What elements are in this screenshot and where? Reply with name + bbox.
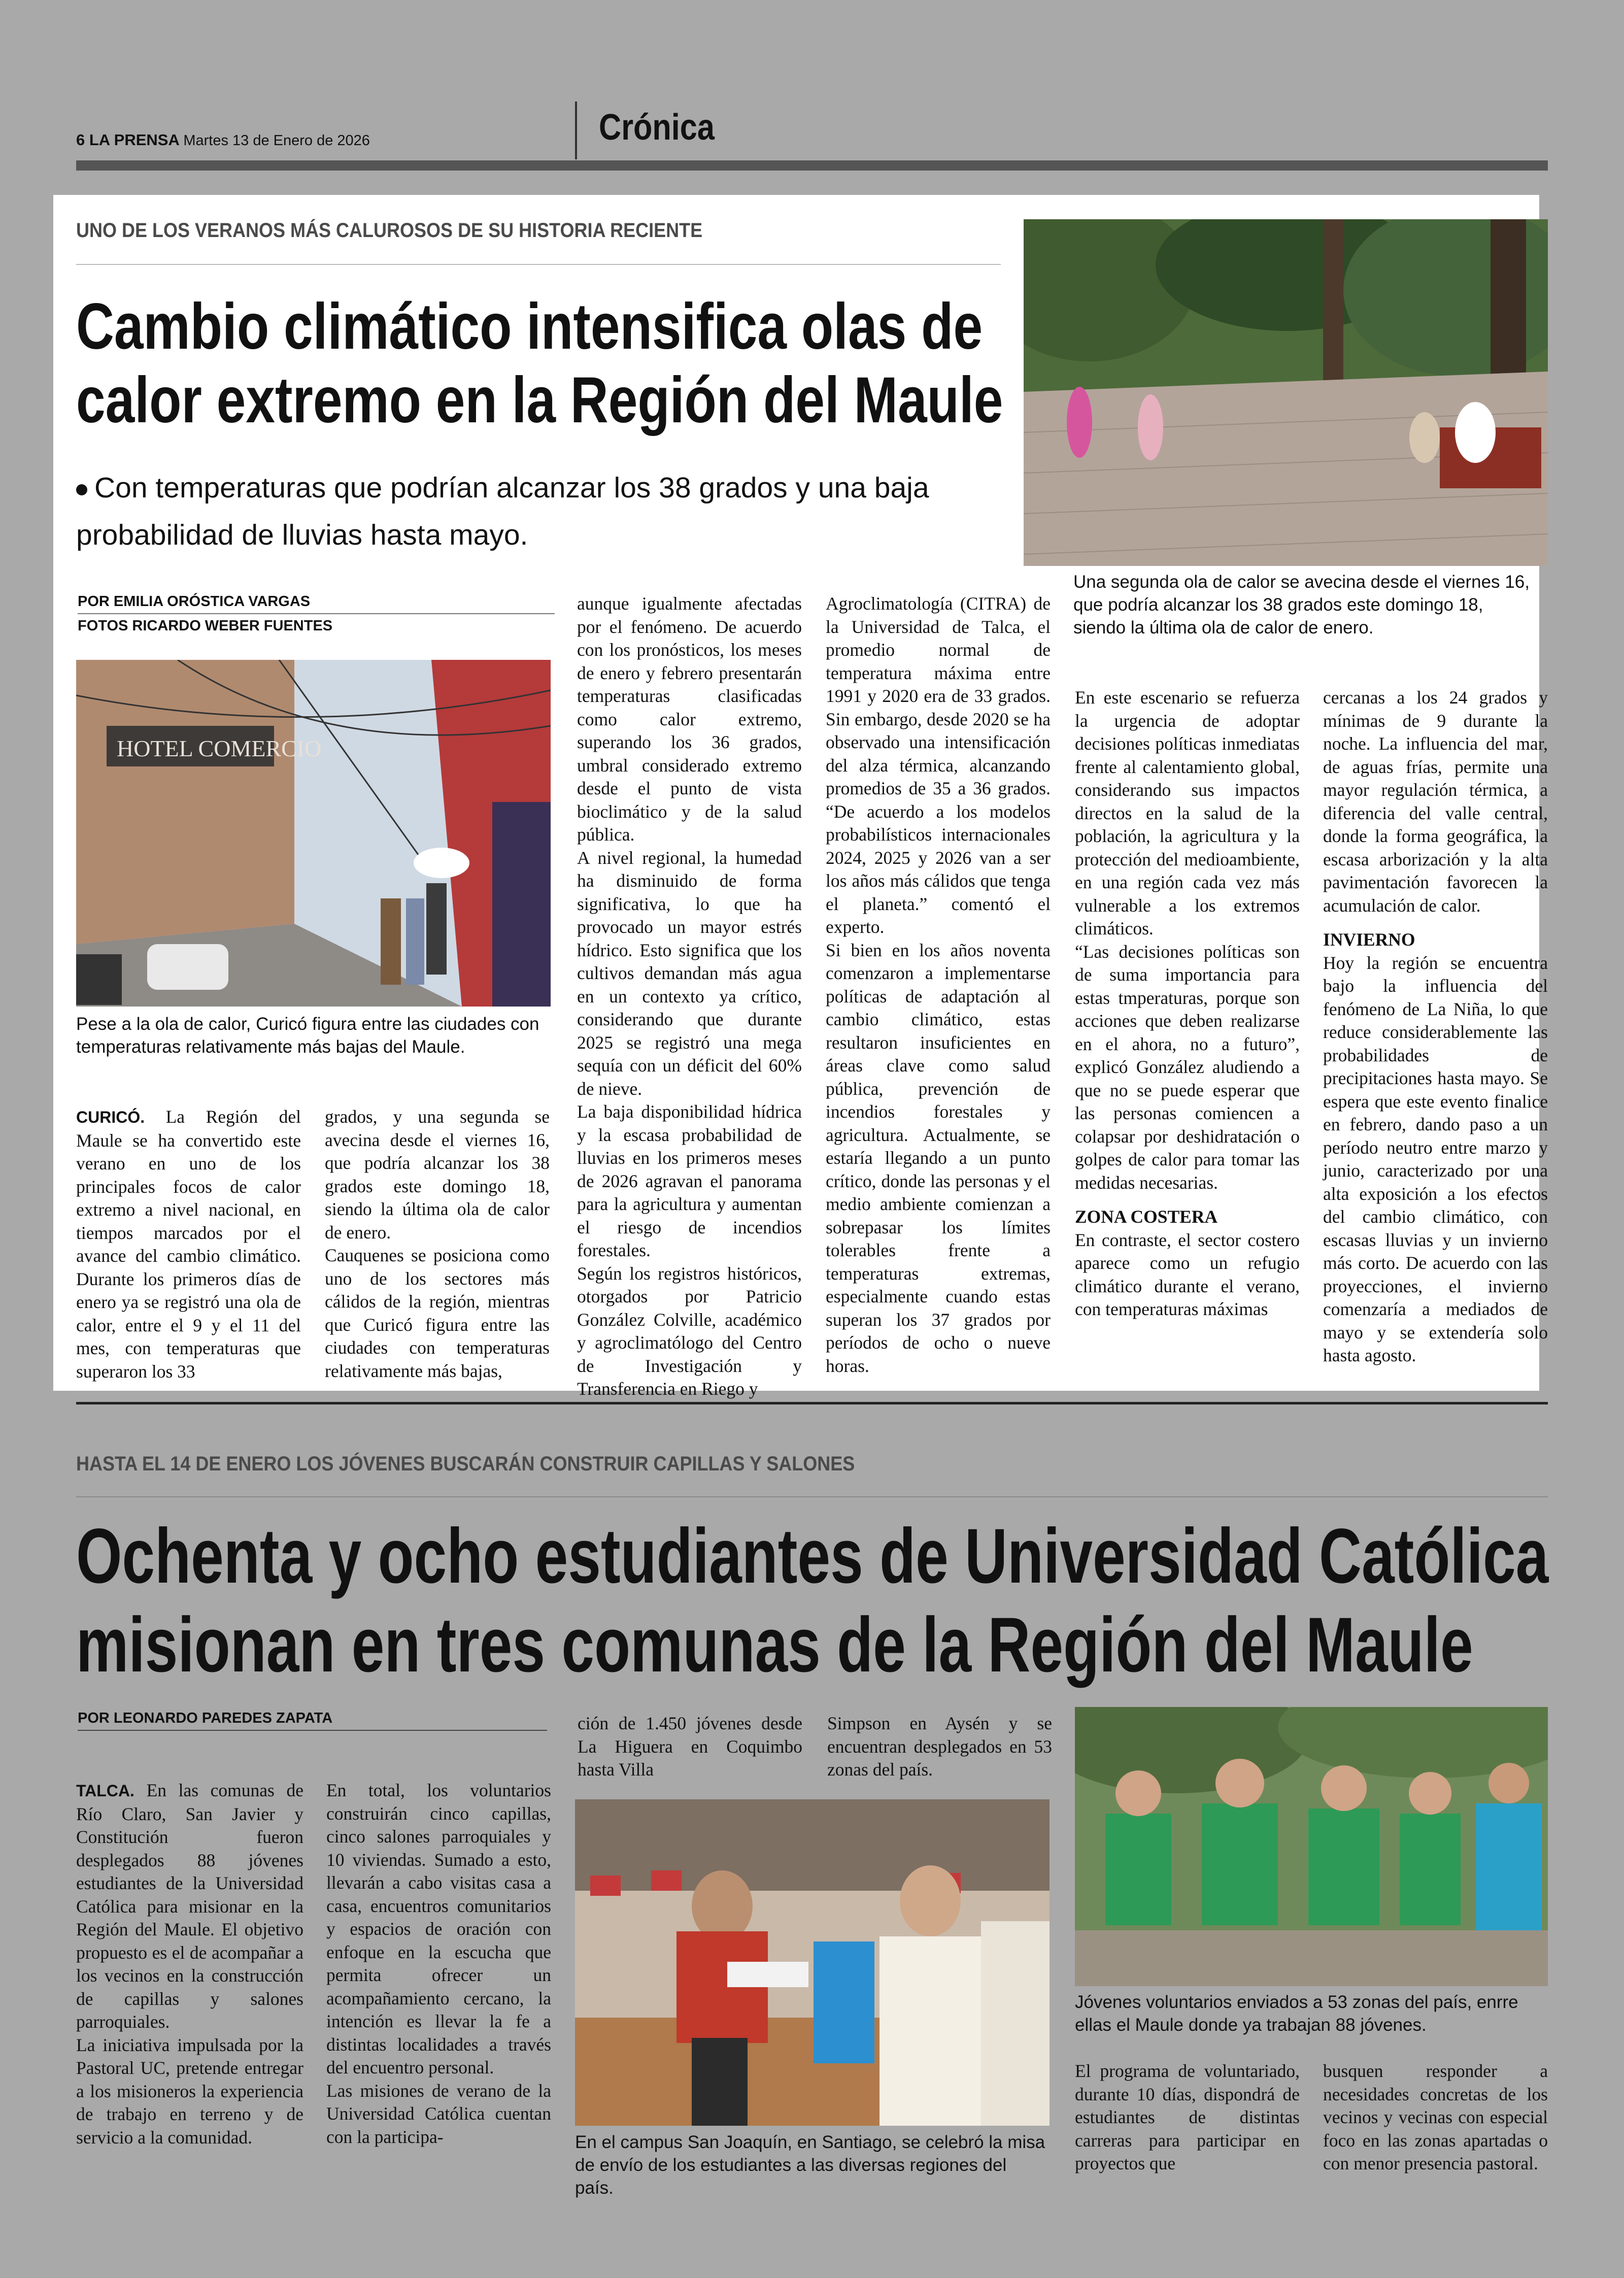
- article-1-kicker: UNO DE LOS VERANOS MÁS CALUROSOS DE SU HISTORIA RECIENTE: [76, 219, 703, 242]
- article-2-col-4: Simpson en Aysén y se encuentran desplegados en 53 zonas del país.: [827, 1713, 1052, 1780]
- mass-photo: [575, 1799, 1050, 2126]
- dateline-2: TALCA.: [76, 1782, 134, 1800]
- article-2-col-6: busquen responder a necesidades concretas de los vecinos y vecinas con especial foco en las zonas apartadas o con menor presencia pastoral.: [1323, 2061, 1548, 2173]
- article-2-col-5: El programa de voluntariado, durante 10 días, dispondrá de estudiantes de distintas carreras para participar en proyectos que: [1075, 2061, 1300, 2173]
- header-divider: [575, 102, 577, 159]
- byline-rule: [78, 613, 555, 614]
- article-1-col-5: En este escenario se refuerza la urgencia de adoptar decisiones políticas inmediatas frente al calentamiento global, considerando sus impactos directos en la salud de la población, la agricultura y la protección del medioambiente, en una región cada vez más vulnerable a los extremos climáticos. “Las decisiones políticas son de suma importancia para estas tmperaturas, porque son acciones que deben realizarse en el ahora, no a futuro”, explicó González aludiendo a que no se puede esperar que las personas comiencen a colapsar por deshidratación o golpes de calor para tomar las medidas necesarias. ZONA COSTERA En contraste, el sector costero aparece como un refugio climático durante el verano, con temperaturas máximas: [1075, 687, 1300, 1319]
- plaza-photo-caption: Una segunda ola de calor se avecina desde el viernes 16, que podría alcanzar los 38 grados este domingo 18, siendo la última ola de calor de enero.: [1073, 572, 1530, 638]
- subhead-zona-costera: ZONA COSTERA: [1075, 1207, 1218, 1227]
- byline-rule-2: [78, 1730, 547, 1731]
- article-1-col-2: grados, y una segunda se avecina desde el viernes 16, que podría alcanzar los 38 grados este domingo 18, siendo la última ola de calor de enero. Cauquenes se posiciona como uno de los sectores más cálidos de la región, mientras que Curicó figura entre las ciudades con temperaturas relativamente más bajas,: [325, 1107, 550, 1381]
- subhead-invierno: INVIERNO: [1323, 929, 1415, 950]
- bullet-icon: [76, 484, 87, 495]
- deck-line-2: probabilidad de lluvias hasta mayo.: [76, 519, 528, 551]
- street-photo: [76, 660, 551, 1007]
- article-1-byline: [78, 590, 555, 638]
- section-title: Crónica: [599, 107, 715, 148]
- article-1-headline-line1: Cambio climático intensifica olas de: [76, 290, 983, 363]
- photo-credit: FOTOS RICARDO WEBER FUENTES: [78, 618, 333, 634]
- plaza-photo: [1024, 219, 1548, 566]
- article-2-col-2: En total, los voluntarios construirán cinco capillas, cinco salones parroquiales y 10 viviendas. Sumado a esto, llevarán a cabo visitas casa a casa, encuentros comunitarios y espacios de oración con enfoque en la escucha que permita ofrecer un acompañamiento cercano, la intención es llevar la fe a distintas localidades a través del encuentro personal. Las misiones de verano de la Universidad Católica cuentan con la participa-: [326, 1780, 551, 2147]
- volunteers-photo-caption: Jóvenes voluntarios enviados a 53 zonas del país, enrre ellas el Maule donde ya trabajan 88 jóvenes.: [1075, 1992, 1518, 2035]
- article-2-headline-line1: Ochenta y ocho estudiantes de Universidad Católica: [76, 1513, 1549, 1599]
- hotel-sign: HOTEL COMERCIO: [117, 735, 322, 761]
- article-2-kicker: HASTA EL 14 DE ENERO LOS JÓVENES BUSCARÁN CONSTRUIR CAPILLAS Y SALONES: [76, 1453, 855, 1475]
- article-1-deck: [76, 464, 1015, 559]
- page-number: 6: [76, 131, 85, 149]
- article-1-col-1: CURICÓ. La Región del Maule se ha convertido este verano en uno de los principales focos de calor extremo a nivel nacional, en tiempos marcados por el avance del cambio climático. Durante los primeros días de enero ya se registró una ola de calor, entre el 9 y el 11 del mes, con temperaturas que superaron los 33: [76, 1107, 301, 1382]
- issue-date: Martes 13 de Enero de 2026: [183, 132, 370, 149]
- page-header: [76, 131, 370, 149]
- header-bar: [76, 160, 1548, 171]
- author-2: POR LEONARDO PAREDES ZAPATA: [78, 1710, 333, 1726]
- mass-photo-caption: En el campus San Joaquín, en Santiago, se celebró la misa de envío de los estudiantes a las diversas regiones del país.: [575, 2132, 1045, 2198]
- article-2-col-1: TALCA. En las comunas de Río Claro, San Javier y Constitución fueron desplegados 88 jóvenes estudiantes de la Universidad Católica para misionar en la Región del Maule. El objetivo propuesto es el de acompañar a los vecinos en la construcción de capillas y salones parroquiales. La iniciativa impulsada por la Pastoral UC, pretende entregar a los misioneros la experiencia de trabajo en terreno y de servicio a la comunidad.: [76, 1780, 303, 2148]
- kicker-rule: [76, 264, 1001, 265]
- article-1-col-6: cercanas a los 24 grados y mínimas de 9 durante la noche. La influencia del mar, de aguas frías, permite una mayor regulación térmica, a diferencia del valle central, donde la forma geográfica, la escasa arborización y la alta pavimentación favorecen la acumulación de calor. INVIERNO Hoy la región se encuentra bajo la influencia del fenómeno de La Niña, lo que reduce considerablemente las probabilidades de precipitaciones hasta mayo. Se espera que este evento finalice en febrero, dando paso a un período neutro entre marzo y junio, caracterizado por una alta exposición a los efectos del cambio climático, con escasas lluvias y un invierno más corto. De acuerdo con las proyecciones, el invierno comenzaría a mediados de mayo y se extendería solo hasta agosto.: [1323, 687, 1548, 1365]
- article-1-col-3: aunque igualmente afectadas por el fenómeno. De acuerdo con los pronósticos, los meses de enero y febrero presentarán temperaturas clasificadas como calor extremo, superando los 36 grados, umbral considerado extremo desde el punto de vista bioclimático y de la salud pública. A nivel regional, la humedad ha disminuido de forma significativa, lo que ha provocado un mayor estrés hídrico. Esto significa que los cultivos demandan más agua en un contexto ya crítico, considerando que durante 2025 se registró una mega sequía con un déficit del 60% de nieve. La baja disponibilidad hídrica y la escasa probabilidad de lluvias en los primeros meses de 2026 agravan el panorama para la agricultura y aumentan el riesgo de incendios forestales. Según los registros históricos, otorgados por Patricio González Colville, académico y agroclimatólogo del Centro de Investigación y Transferencia en Riego y: [577, 593, 802, 1399]
- volunteers-photo: [1075, 1707, 1548, 1986]
- article-2-headline-line2: misionan en tres comunas de la Región del Maule: [76, 1601, 1473, 1688]
- article-2-col-3: ción de 1.450 jóvenes desde La Higuera en Coquimbo hasta Villa: [578, 1713, 802, 1780]
- article-1-col-4: Agroclimatología (CITRA) de la Universidad de Talca, el promedio normal de temperatura máxima entre 1991 y 2020 era de 33 grados. Sin embargo, desde 2020 se ha observado una intensificación del alza térmica, alcanzando promedios de 35 a 36 grados. “De acuerdo a los modelos probabilísticos internacionales 2024, 2025 y 2026 van a ser los años más cálidos que tenga el planeta.” comentó el experto. Si bien en los años noventa comenzaron a implementarse políticas de adaptación al cambio climático, estas resultaron insuficientes en áreas clave como salud pública, prevención de incendios forestales y agricultura. Actualmente, se estaría llegando a un punto crítico, donde las personas y el medio ambiente comienzan a sobrepasar los límites tolerables frente a temperaturas extremas, especialmente cuando estas superan los 37 grados por períodos de ocho o nueve horas.: [826, 593, 1051, 1376]
- street-photo-caption: Pese a la ola de calor, Curicó figura entre las ciudades con temperaturas relativamente más bajas del Maule.: [76, 1014, 539, 1057]
- deck-line-1: Con temperaturas que podrían alcanzar los 38 grados y una baja: [94, 472, 929, 504]
- article-separator: [76, 1402, 1548, 1404]
- article-1-headline-line2: calor extremo en la Región del Maule: [76, 364, 1003, 437]
- kicker-rule-2: [76, 1496, 1548, 1497]
- paper-name: LA PRENSA: [89, 131, 179, 149]
- author: POR EMILIA ORÓSTICA VARGAS: [78, 593, 311, 610]
- dateline: CURICÓ.: [76, 1108, 145, 1126]
- article-2-byline: [78, 1706, 547, 1731]
